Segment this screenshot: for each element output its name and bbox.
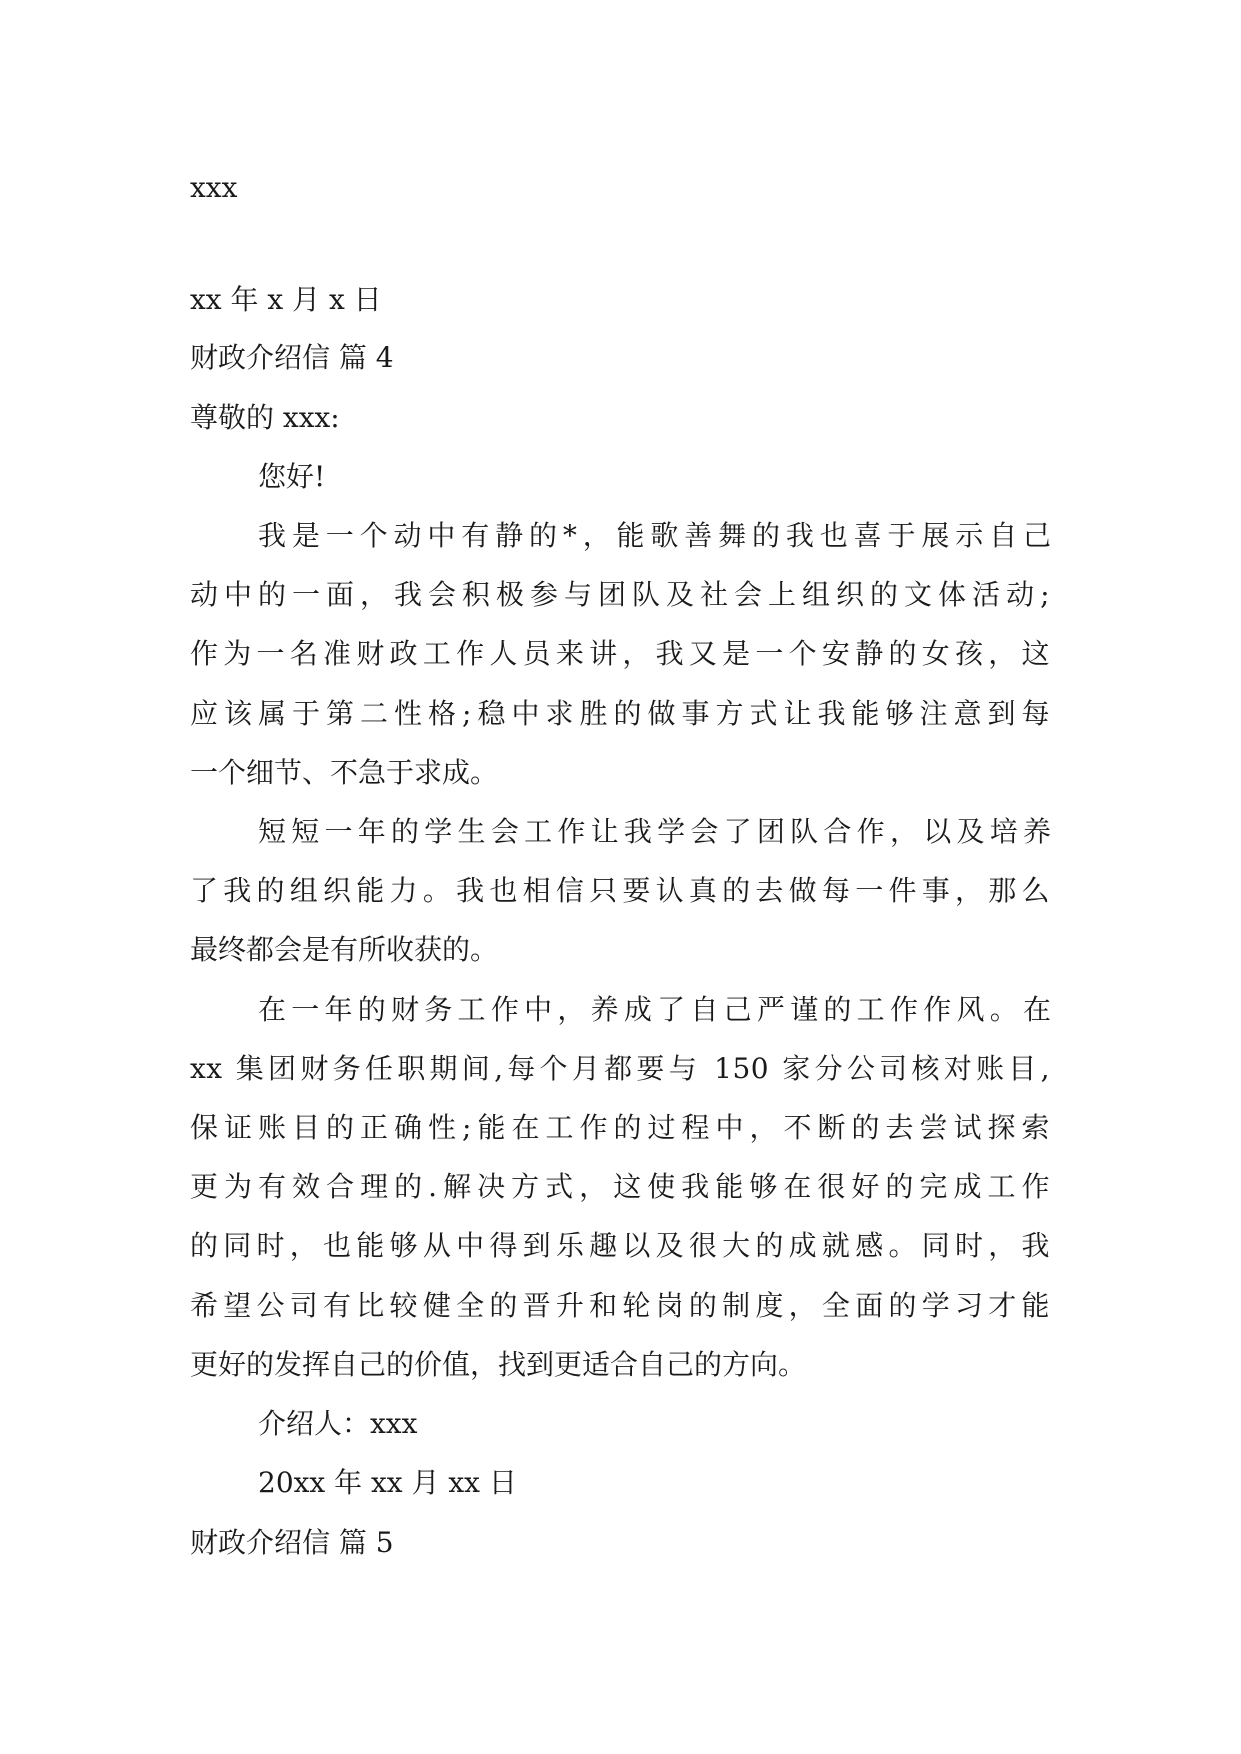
paragraph-3-line: 在一年的财务工作中，养成了自己严谨的工作作风。在: [258, 993, 1051, 1026]
salutation: 尊敬的 xxx:: [190, 401, 340, 434]
date-bottom: 20xx 年 xx 月 xx 日: [258, 1466, 517, 1499]
heading-section-4: 财政介绍信 篇 4: [190, 341, 394, 374]
paragraph-1-line: 应该属于第二性格;稳中求胜的做事方式让我能够注意到每: [190, 697, 1050, 730]
paragraph-3-line: 的同时，也能够从中得到乐趣以及很大的成就感。同时，我: [190, 1229, 1050, 1262]
introducer: 介绍人：xxx: [258, 1407, 418, 1440]
paragraph-2-line: 短短一年的学生会工作让我学会了团队合作，以及培养: [258, 815, 1051, 848]
signature-top: xxx: [190, 171, 238, 204]
date-top: xx 年 x 月 x 日: [190, 283, 382, 316]
paragraph-1-line: 动中的一面，我会积极参与团队及社会上组织的文体活动;: [190, 578, 1050, 611]
paragraph-3-line: 希望公司有比较健全的晋升和轮岗的制度，全面的学习才能: [190, 1289, 1050, 1322]
paragraph-3-line: 更为有效合理的.解决方式，这使我能够在很好的完成工作: [190, 1170, 1050, 1203]
heading-section-5: 财政介绍信 篇 5: [190, 1526, 394, 1559]
paragraph-1-line: 作为一名准财政工作人员来讲，我又是一个安静的女孩，这: [190, 637, 1050, 670]
paragraph-2-line: 了我的组织能力。我也相信只要认真的去做每一件事，那么: [190, 874, 1050, 907]
paragraph-3-line: 更好的发挥自己的价值，找到更适合自己的方向。: [190, 1348, 807, 1381]
paragraph-1-line: 我是一个动中有静的*，能歌善舞的我也喜于展示自己: [258, 519, 1051, 552]
greeting: 您好!: [258, 460, 326, 493]
paragraph-3-line: xx 集团财务任职期间,每个月都要与 150 家分公司核对账目,: [190, 1052, 1050, 1085]
paragraph-2-line: 最终都会是有所收获的。: [190, 933, 499, 966]
paragraph-1-line: 一个细节、不急于求成。: [190, 756, 499, 789]
paragraph-3-line: 保证账目的正确性;能在工作的过程中，不断的去尝试探索: [190, 1111, 1050, 1144]
